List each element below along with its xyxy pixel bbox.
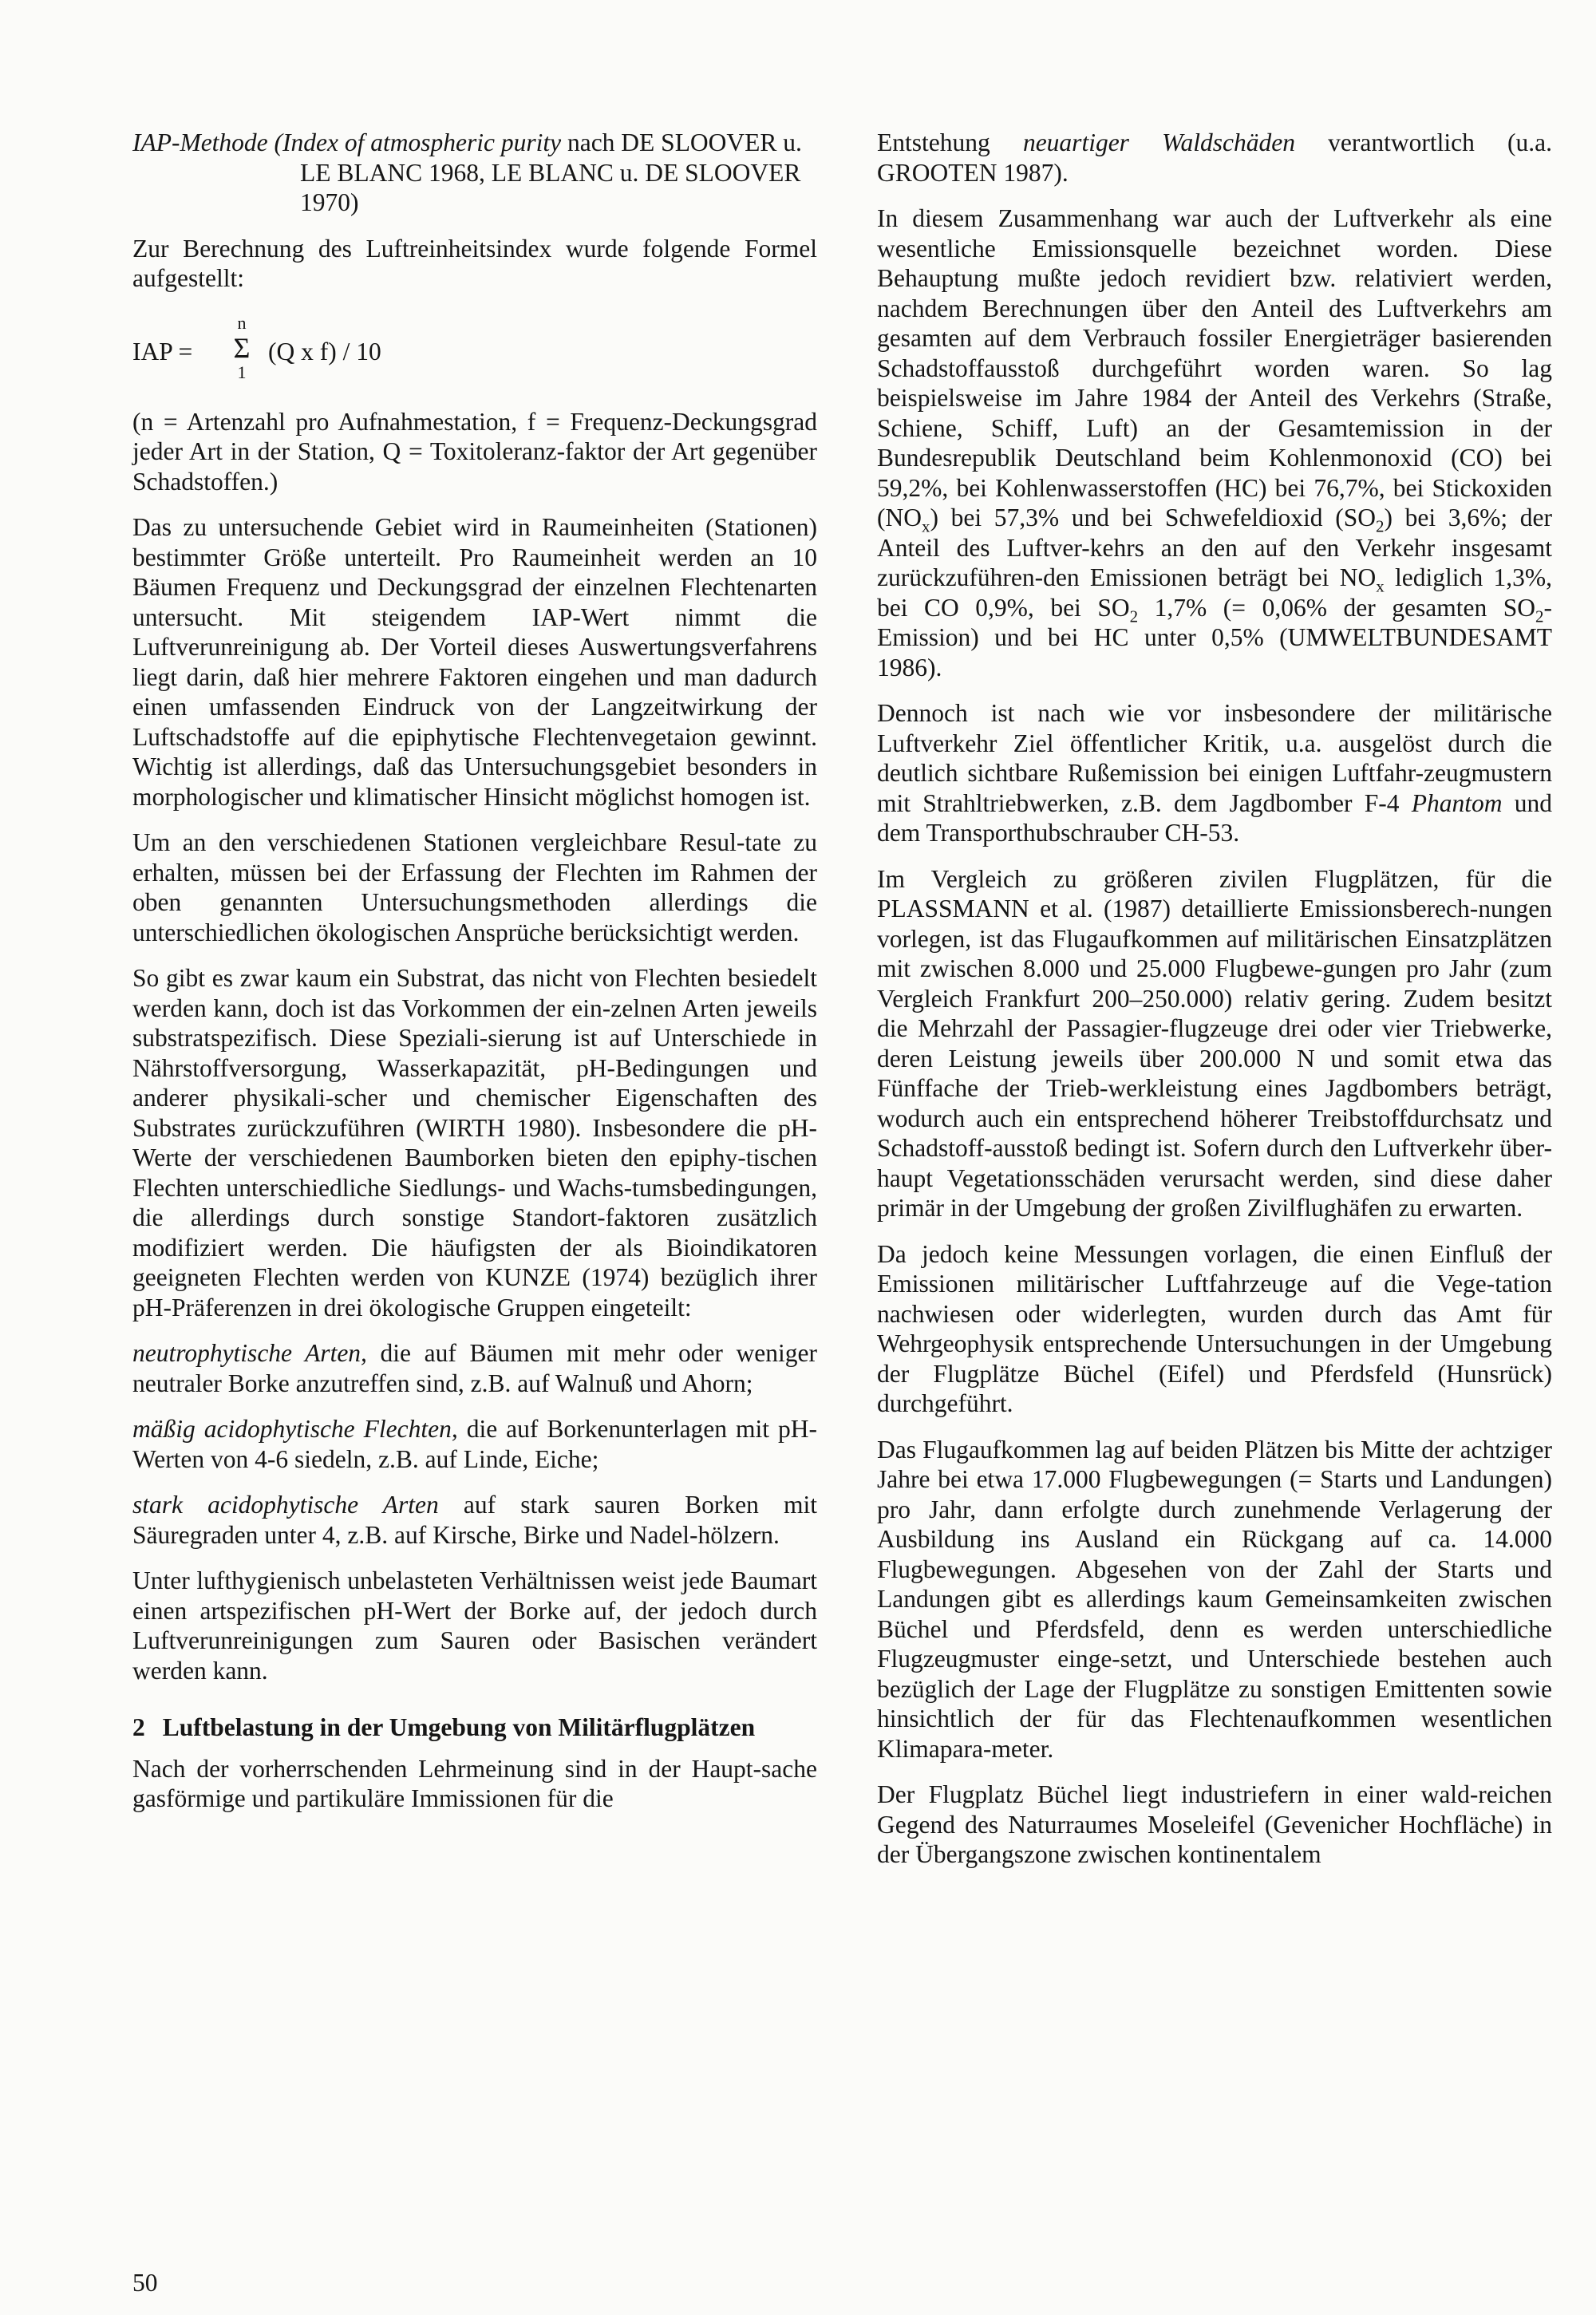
section-heading — [132, 1713, 817, 1743]
iap-term: IAP-Methode — [132, 128, 268, 156]
iap-citation: nach DE SLOOVER u. LE BLANC 1968, LE BLANC u. DE SLOOVER 1970) — [300, 128, 802, 216]
formula-rhs: (Q x f) / 10 — [268, 337, 381, 365]
baumart-paragraph: Unter lufthygienisch unbelasteten Verhältnissen weist jede Baumart einen artspezifischen pH-Wert der Borke auf, der jedoch durch Luftverunreinigungen zum Sauren oder Basischen verändert werden kann. — [132, 1566, 817, 1685]
kritik-paragraph — [877, 698, 1552, 848]
zusammenhang-paragraph — [877, 203, 1552, 682]
right-column — [877, 128, 1552, 1886]
substrat-paragraph: So gibt es zwar kaum ein Substrat, das nicht von Flechten besiedelt werden kann, doch ist das Vorkommen der ein-zelnen Arten jeweils substratspezifisch. Diese Speziali-sierung ist auf Unterschiede in Nährstoffversorgung, Wasserkapazität, pH-Bedingungen und anderer physikali-scher und chemischer Eigenschaften des Substrates zurückzuführen (WIRTH 1980). Insbesondere die pH-Werte der verschiedenen Baumborken bieten den epiphy-tischen Flechten unterschiedliche Siedlungs- und Wachs-tumsbedingungen, die allerdings durch sonstige Standort-faktoren zusätzlich modifiziert werden. Die häufigsten der als Bioindikatoren geeigneten Flechten werden von KUNZE (1974) bezüglich ihrer pH-Präferenzen in drei ökologische Gruppen eingeteilt: — [132, 964, 817, 1321]
continuation-term: neuartiger Waldschäden — [1022, 128, 1295, 156]
left-column — [132, 128, 817, 1830]
group-strongly-acidophytic — [132, 1490, 817, 1550]
continuation-text-a: Entstehung — [877, 128, 990, 156]
group-neutrophytic-text: die auf Bäumen mit mehr oder weniger neutraler Borke anzutreffen sind, z.B. auf Walnuß und Ahorn; — [132, 1339, 817, 1397]
so2-subscript: 2 — [1375, 516, 1385, 536]
kritik-text-1: Dennoch ist nach wie vor insbesondere der militärische Luftverkehr Ziel öffentlicher Kritik, u.a. ausgelöst durch die deutlich sichtbare Rußemission bei einigen Luftfahr-zeugmustern mit Strahltriebwerken, z.B. dem Jagdbomber F-4 — [877, 699, 1552, 817]
group-moderately-text: die auf Borkenunterlagen mit pH-Werten von 4-6 siedeln, z.B. auf Linde, Eiche; — [132, 1415, 817, 1473]
zusammenhang-text-5: 1,7% (= 0,06% der gesamten SO — [1138, 593, 1535, 622]
gebiet-paragraph: Das zu untersuchende Gebiet wird in Raumeinheiten (Stationen) bestimmter Größe unterteilt. Pro Raumeinheit werden an 10 Bäumen Frequenz und Deckungsgrad der einzelnen Flechtenarten untersucht. Mit steigendem IAP-Wert nimmt die Luftverunreinigung ab. Der Vorteil dieses Auswertungsverfahrens liegt darin, daß hier mehrere Faktoren eingehen und man dadurch einen umfassenden Eindruck von der Langzeitwirkung der Luftschadstoffe auf die epiphytische Flechtenvegetaion gewinnt. Wichtig ist allerdings, daß das Untersuchungsgebiet besonders in morphologischer und klimatischer Hinsicht möglichst homogen ist. — [132, 513, 817, 811]
stationen-paragraph: Um an den verschiedenen Stationen vergleichbare Resul-tate zu erhalten, müssen bei der Erfassung der Flechten im Rahmen der oben genannten Untersuchungsmethoden allerdings die unterschiedlichen ökologischen Ansprüche berücksichtigt werden. — [132, 828, 817, 946]
zusammenhang-text-2: ) bei 57,3% und bei Schwefeldioxid (SO — [930, 504, 1376, 531]
zusammenhang-text-6: -Emission) und bei HC unter 0,5% (UMWELTBUNDESAMT 1986). — [877, 593, 1552, 681]
iap-description: (Index of atmospheric purity — [274, 128, 562, 156]
kritik-text-2: und dem Transporthubschrauber CH-53. — [877, 788, 1552, 847]
so2-subscript-3: 2 — [1535, 606, 1544, 626]
formula-intro-paragraph: Zur Berechnung des Luftreinheitsindex wurde folgende Formel aufgestellt: — [132, 234, 817, 292]
flugaufkommen-paragraph: Das Flugaufkommen lag auf beiden Plätzen bis Mitte der achtziger Jahre bei etwa 17.000 Flugbewegungen (= Starts und Landungen) pro Jahr, dann erfolgte durch zunehmende Verlagerung der Ausbildung ins Ausland ein Rückgang auf ca. 14.000 Flugbewegungen. Abgesehen von der Zahl der Starts und Landungen gibt es allerdings kaum Gemeinsamkeiten zwischen Büchel und Pferdsfeld, denn es werden unterschiedliche Flugzeugmuster einge-setzt, und Unterschiede bestehen auch bezüglich der Lage der Flugplätze zu sonstigen Emittenten sowie hinsichtlich der für das Flechtenaufkommen wesentlichen Klimapara-meter. — [877, 1435, 1552, 1763]
iap-formula — [132, 313, 817, 386]
vergleich-paragraph: Im Vergleich zu größeren zivilen Flugplätzen, für die PLASSMANN et al. (1987) detaillierte Emissionsberech-nungen vorlegen, ist das Flugaufkommen auf militärischen Einsatzplätzen mit zwischen 8.000 und 25.000 Flugbewe-gungen pro Jahr (zum Vergleich Frankfurt 200–250.000) relativ gering. Zudem besitzt die Mehrzahl der Passagier-flugzeuge drei oder vier Triebwerke, deren Leistung jeweils über 200.000 N und somit etwa das Fünffache der Trieb-werkleistung eines Jagdbombers beträgt, wodurch auch ein entsprechend höherer Treibstoffdurchsatz und Schadstoff-ausstoß bedingt ist. Sofern durch den Luftverkehr über-haupt Vegetationsschäden verursacht werden, sind diese daher primär in der Umgebung der großen Zivilflughäfen zu erwarten. — [877, 864, 1552, 1222]
formula-legend-paragraph: (n = Artenzahl pro Aufnahmestation, f = Frequenz-Deckungsgrad jeder Art in der Station, Q = Toxitoleranz-faktor der Art gegenüber Schadstoffen.) — [132, 407, 817, 496]
kritik-term: Phantom — [1411, 788, 1503, 817]
formula-sum-symbol — [230, 313, 254, 383]
zusammenhang-text-1: In diesem Zusammenhang war auch der Luftverkehr als eine wesentliche Emissionsquelle bezeichnet worden. Diese Behauptung mußte jedoch revidiert bzw. relativiert werden, nachdem Berechnungen über den Anteil des Luftverkehrs am gesamten auf dem Verbrauch fossiler Energieträger basierenden Schadstoffausstoß durchgeführt worden waren. So lag beispielsweise im Jahre 1984 der Anteil des Verkehrs (Straße, Schiene, Schiff, Luft) an der Gesamtemission in der Bundesrepublik Deutschland beim Kohlenmonoxid (CO) bei 59,2%, bei Kohlenwasserstoffen (HC) bei 76,7%, bei Stickoxiden (NO — [877, 204, 1552, 531]
iap-definition — [132, 128, 817, 218]
formula-upper-limit: n — [237, 312, 247, 333]
messungen-paragraph: Da jedoch keine Messungen vorlagen, die einen Einfluß der Emissionen militärischer Luftfahrzeuge auf die Vege-tation nachwiesen oder widerlegten, wurden durch das Amt für Wehrgeophysik entsprechende Untersuchungen in der Umgebung der Flugplätze Büchel (Eifel) und Pferdsfeld (Hunsrück) durchgeführt. — [877, 1239, 1552, 1417]
so2-subscript-2: 2 — [1129, 606, 1139, 626]
group-neutrophytic — [132, 1338, 817, 1398]
zusammenhang-text-3: ) bei 3,6%; der Anteil des Luftver-kehrs an den auf den Verkehr insgesamt zurückzuführen-den Emissionen beträgt bei NO — [877, 504, 1552, 591]
continuation-text-b: verantwortlich (u.a. GROOTEN 1987). — [877, 128, 1553, 187]
continuation-paragraph — [877, 128, 1552, 188]
formula-lhs: IAP = — [132, 337, 193, 365]
nox-subscript-2: x — [1376, 576, 1385, 596]
formula-sigma: Σ — [233, 331, 251, 364]
group-neutrophytic-term: neutrophytische Arten, — [132, 1339, 367, 1367]
lehrmeinung-paragraph: Nach der vorherrschenden Lehrmeinung sind in der Haupt-sache gasförmige und partikuläre Immissionen für die — [132, 1754, 817, 1812]
group-moderately-acidophytic — [132, 1414, 817, 1474]
group-moderately-term: mäßig acidophytische Flechten, — [132, 1415, 458, 1443]
page-number: 50 — [132, 2269, 158, 2297]
formula-lower-limit: 1 — [237, 361, 247, 382]
buechel-paragraph: Der Flugplatz Büchel liegt industriefern in einer wald-reichen Gegend des Naturraumes Moseleifel (Gevenicher Hochfläche) in der Übergangszone zwischen kontinentalem — [877, 1780, 1552, 1868]
group-strongly-text: auf stark sauren Borken mit Säuregraden unter 4, z.B. auf Kirsche, Birke und Nadel-hölzern. — [132, 1491, 818, 1549]
section-title: Luftbelastung in der Umgebung von Militärflugplätzen — [162, 1713, 756, 1741]
nox-subscript: x — [922, 516, 930, 536]
zusammenhang-text-4: lediglich 1,3%, bei CO 0,9%, bei SO — [877, 563, 1552, 622]
group-strongly-term: stark acidophytische Arten — [132, 1491, 439, 1519]
section-number: 2 — [132, 1713, 145, 1741]
